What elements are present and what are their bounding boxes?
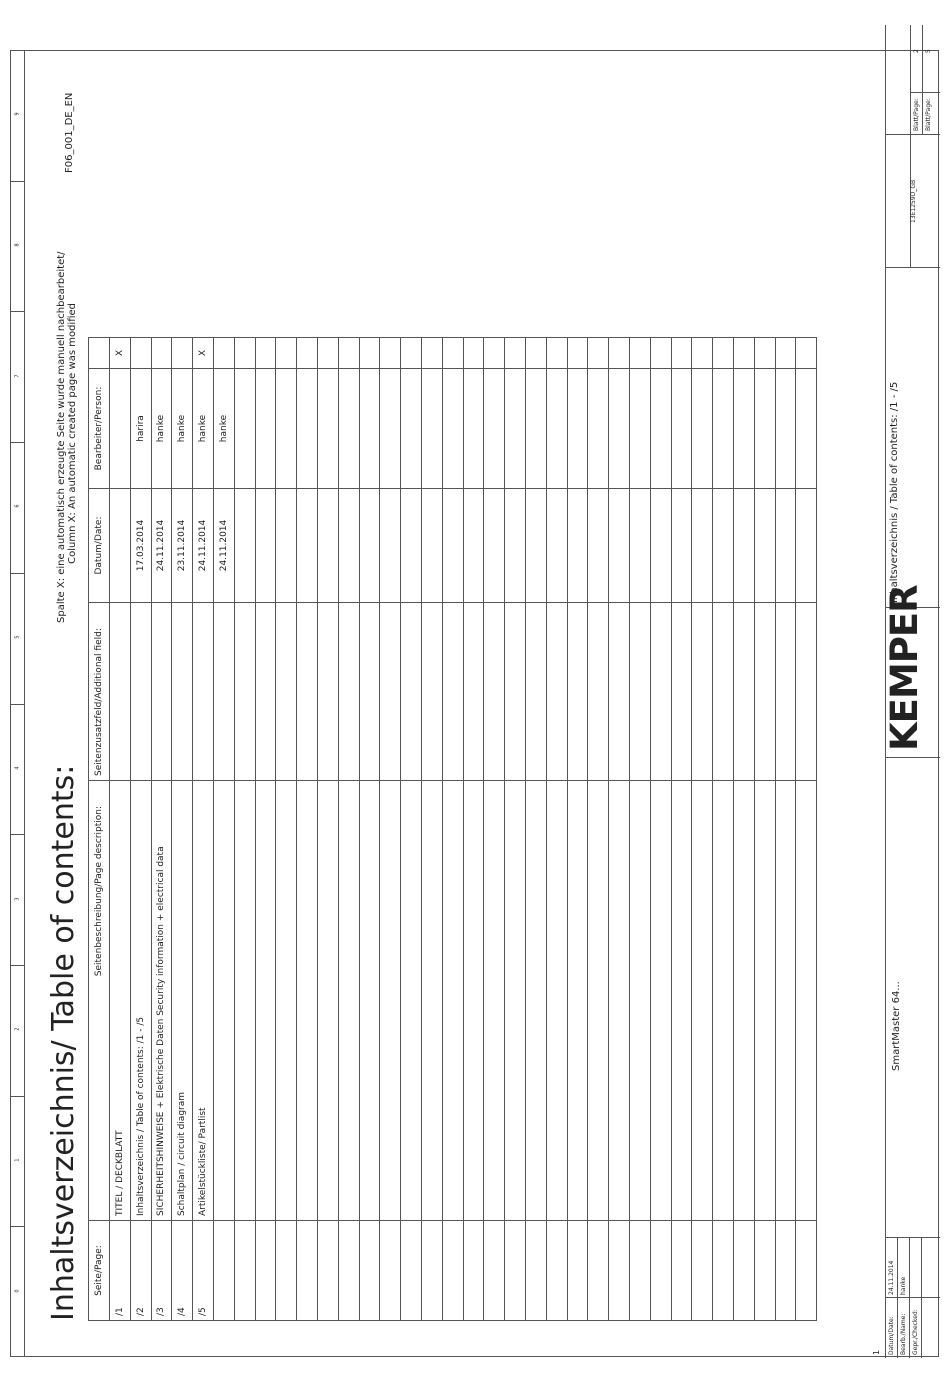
zone-number: 3 (14, 896, 21, 901)
cell-person: hanke (193, 369, 214, 489)
cell-description (421, 781, 442, 1221)
cell-x (276, 338, 297, 369)
cell-date (359, 489, 380, 603)
cell-x (733, 338, 754, 369)
cell-description: Inhaltsverzeichnis / Table of contents: /1 - /5 (130, 781, 151, 1221)
cell-additional (193, 603, 214, 781)
cell-person (692, 369, 713, 489)
toc-table (88, 337, 817, 1321)
cell-person (297, 369, 318, 489)
cell-description (588, 781, 609, 1221)
date-value: 24.11.2014 (888, 1260, 895, 1295)
cell-date (692, 489, 713, 603)
table-row-empty (609, 338, 630, 1321)
cell-x (775, 338, 796, 369)
cell-additional (567, 603, 588, 781)
cell-description (338, 781, 359, 1221)
name-label: Bearb./Name: (900, 1313, 907, 1355)
table-row-empty (255, 338, 276, 1321)
cell-x (421, 338, 442, 369)
cell-x (754, 338, 775, 369)
cell-x: X (110, 338, 131, 369)
cell-person (650, 369, 671, 489)
table-row (213, 338, 234, 1321)
cell-date (110, 489, 131, 603)
header-page: Seite/Page: (89, 1221, 110, 1321)
cell-x (255, 338, 276, 369)
cell-description (775, 781, 796, 1221)
header-description: Seitenbeschreibung/Page description: (89, 781, 110, 1221)
cell-additional (213, 603, 234, 781)
cell-page (796, 1221, 817, 1321)
cell-x (297, 338, 318, 369)
cell-additional (671, 603, 692, 781)
cell-x (442, 338, 463, 369)
note-line-de: Spalte X: eine automatisch erzeugte Seite wurde manuell nachbearbeitet/ (56, 251, 67, 623)
cell-description (401, 781, 422, 1221)
cell-description (692, 781, 713, 1221)
table-row (130, 338, 151, 1321)
cell-page (297, 1221, 318, 1321)
table-row-empty (567, 338, 588, 1321)
cell-date (255, 489, 276, 603)
cell-description (255, 781, 276, 1221)
cell-date (463, 489, 484, 603)
cell-person: hanke (213, 369, 234, 489)
cell-x (338, 338, 359, 369)
cell-additional (234, 603, 255, 781)
cell-x (567, 338, 588, 369)
header-person: Bearbeiter/Person: (89, 369, 110, 489)
cell-date (276, 489, 297, 603)
cell-description (546, 781, 567, 1221)
cell-additional (130, 603, 151, 781)
cell-person (442, 369, 463, 489)
zone-number: 0 (14, 1289, 21, 1293)
cell-page (588, 1221, 609, 1321)
table-row-empty (463, 338, 484, 1321)
cell-description: Schaltplan / circuit diagram (172, 781, 193, 1221)
cell-additional (733, 603, 754, 781)
tb-line (885, 757, 940, 758)
cell-date (671, 489, 692, 603)
cell-person (671, 369, 692, 489)
cell-additional (609, 603, 630, 781)
cell-person (338, 369, 359, 489)
cell-person (754, 369, 775, 489)
table-row-empty (338, 338, 359, 1321)
tb-line (897, 1238, 898, 1358)
cell-date (421, 489, 442, 603)
cell-additional (297, 603, 318, 781)
cell-x (234, 338, 255, 369)
cell-page: /1 (110, 1221, 131, 1321)
cell-x (401, 338, 422, 369)
cell-person (401, 369, 422, 489)
cell-person (567, 369, 588, 489)
cell-additional (255, 603, 276, 781)
cell-page (671, 1221, 692, 1321)
cell-description: Artikelstückliste/ Partlist (193, 781, 214, 1221)
cell-person (588, 369, 609, 489)
cell-person (255, 369, 276, 489)
table-row-empty (796, 338, 817, 1321)
table-row-empty (380, 338, 401, 1321)
cell-person: harira (130, 369, 151, 489)
tb-line (885, 267, 940, 268)
cell-description (713, 781, 734, 1221)
cell-person (380, 369, 401, 489)
cell-person (775, 369, 796, 489)
cell-x (588, 338, 609, 369)
cell-description (505, 781, 526, 1221)
cell-date (629, 489, 650, 603)
zone-number: 7 (14, 374, 21, 378)
zone-number: 9 (14, 112, 21, 116)
cell-x (546, 338, 567, 369)
cell-description (754, 781, 775, 1221)
cell-page (692, 1221, 713, 1321)
cell-additional (421, 603, 442, 781)
note-line-en: Column X: An automatic created page was modified (67, 303, 78, 564)
cell-date (401, 489, 422, 603)
cell-additional (317, 603, 338, 781)
cell-page: /4 (172, 1221, 193, 1321)
cell-x (525, 338, 546, 369)
cell-x (713, 338, 734, 369)
table-row-empty (650, 338, 671, 1321)
table-row (193, 338, 214, 1321)
cell-x (671, 338, 692, 369)
cell-description (297, 781, 318, 1221)
cell-additional (629, 603, 650, 781)
cell-x (151, 338, 172, 369)
cell-additional (359, 603, 380, 781)
cell-person (733, 369, 754, 489)
table-row-empty (588, 338, 609, 1321)
cell-x (130, 338, 151, 369)
cell-additional (796, 603, 817, 781)
cell-date (775, 489, 796, 603)
checked-label: Gepr./Checked: (912, 1309, 919, 1355)
cell-page (525, 1221, 546, 1321)
cell-additional (775, 603, 796, 781)
tb-line (910, 25, 911, 135)
cell-person (525, 369, 546, 489)
cell-x (484, 338, 505, 369)
cell-person (484, 369, 505, 489)
cell-date (650, 489, 671, 603)
table-row-empty (629, 338, 650, 1321)
cell-x (629, 338, 650, 369)
cell-additional (546, 603, 567, 781)
cell-description (213, 781, 234, 1221)
tb-line (885, 1237, 940, 1238)
cell-date (733, 489, 754, 603)
pages-label: Blatt/Page: (925, 98, 932, 131)
project-name: SmartMaster 64... (891, 981, 902, 1071)
cell-description (234, 781, 255, 1221)
cell-page (754, 1221, 775, 1321)
cell-description (463, 781, 484, 1221)
cell-person (713, 369, 734, 489)
table-row-empty (692, 338, 713, 1321)
cell-date (505, 489, 526, 603)
cell-page: /3 (151, 1221, 172, 1321)
table-row (110, 338, 131, 1321)
cell-x (213, 338, 234, 369)
cell-date (546, 489, 567, 603)
cell-additional (505, 603, 526, 781)
cell-date: 24.11.2014 (213, 489, 234, 603)
table-row-empty (317, 338, 338, 1321)
cell-x (692, 338, 713, 369)
cell-date (796, 489, 817, 603)
table-row-empty (421, 338, 442, 1321)
cell-page (234, 1221, 255, 1321)
cell-additional (692, 603, 713, 781)
tb-line (921, 1238, 922, 1358)
header-additional: Seitenzusatzfeld/Additional field: (89, 603, 110, 781)
cell-person (276, 369, 297, 489)
cell-page (401, 1221, 422, 1321)
cell-page (629, 1221, 650, 1321)
cell-additional (172, 603, 193, 781)
cell-person (505, 369, 526, 489)
cell-additional (401, 603, 422, 781)
cell-x (463, 338, 484, 369)
table-row-empty (359, 338, 380, 1321)
cell-description (609, 781, 630, 1221)
name-value: hanke (900, 1276, 907, 1295)
cell-page (255, 1221, 276, 1321)
table-row-empty (525, 338, 546, 1321)
header-date: Datum/Date: (89, 489, 110, 603)
tb-line (885, 1297, 940, 1298)
tb-line (885, 134, 940, 135)
cell-description (796, 781, 817, 1221)
kemper-logo: KEMPER (883, 585, 926, 751)
cell-description (733, 781, 754, 1221)
cell-page (276, 1221, 297, 1321)
cell-page (775, 1221, 796, 1321)
cell-description (629, 781, 650, 1221)
cell-x (359, 338, 380, 369)
tb-line (922, 25, 923, 135)
zone-number: 2 (14, 1027, 21, 1031)
cell-additional (151, 603, 172, 781)
cell-description: TITEL / DECKBLATT (110, 781, 131, 1221)
cell-person: hanke (172, 369, 193, 489)
cell-person (796, 369, 817, 489)
table-row-empty (484, 338, 505, 1321)
cell-additional (380, 603, 401, 781)
cell-x (650, 338, 671, 369)
cell-person (317, 369, 338, 489)
table-row-empty (733, 338, 754, 1321)
cell-description (380, 781, 401, 1221)
cell-page (338, 1221, 359, 1321)
cell-description (317, 781, 338, 1221)
cell-additional (110, 603, 131, 781)
cell-description: SICHERHEITSHINWEISE + Elektrische Daten Security information + electrical data (151, 781, 172, 1221)
date-label: Datum/Date: (888, 1316, 895, 1355)
cell-page (380, 1221, 401, 1321)
cell-page (463, 1221, 484, 1321)
cell-additional (276, 603, 297, 781)
cell-person (234, 369, 255, 489)
cell-additional (588, 603, 609, 781)
table-row-empty (713, 338, 734, 1321)
tb-line (910, 92, 940, 93)
cell-additional (525, 603, 546, 781)
cell-date (317, 489, 338, 603)
cell-person (609, 369, 630, 489)
cell-page (546, 1221, 567, 1321)
cell-person (359, 369, 380, 489)
cell-page (609, 1221, 630, 1321)
cell-date (588, 489, 609, 603)
cell-date (442, 489, 463, 603)
cell-page (505, 1221, 526, 1321)
tb-line (909, 1238, 910, 1358)
cell-x (172, 338, 193, 369)
cell-description (442, 781, 463, 1221)
revision-index: 1 (872, 1349, 881, 1355)
cell-page (567, 1221, 588, 1321)
cell-additional (442, 603, 463, 781)
table-row-empty (505, 338, 526, 1321)
table-row-empty (775, 338, 796, 1321)
cell-page: /2 (130, 1221, 151, 1321)
table-row-empty (754, 338, 775, 1321)
cell-additional (463, 603, 484, 781)
cell-page (442, 1221, 463, 1321)
cell-date (380, 489, 401, 603)
cell-page: /5 (193, 1221, 214, 1321)
cell-additional (338, 603, 359, 781)
zone-number: 6 (14, 504, 21, 509)
toc-header-row (89, 338, 110, 1321)
cell-person (546, 369, 567, 489)
cell-date (338, 489, 359, 603)
cell-x (796, 338, 817, 369)
cell-x (317, 338, 338, 369)
cell-person (421, 369, 442, 489)
table-row (172, 338, 193, 1321)
document-id: F06_001_DE_EN (64, 92, 75, 173)
cell-additional (713, 603, 734, 781)
cell-date (713, 489, 734, 603)
cell-x (609, 338, 630, 369)
cell-description (484, 781, 505, 1221)
cell-date (754, 489, 775, 603)
cell-date: 17.03.2014 (130, 489, 151, 603)
title-block-page-title: Inhaltsverzeichnis / Table of contents: /1 - /5 (889, 381, 900, 603)
cell-description (650, 781, 671, 1221)
table-row-empty (276, 338, 297, 1321)
cell-person: hanke (151, 369, 172, 489)
table-row-empty (234, 338, 255, 1321)
cell-additional (650, 603, 671, 781)
header-x (89, 338, 110, 369)
cell-date: 23.11.2014 (172, 489, 193, 603)
cell-additional (484, 603, 505, 781)
cell-person (629, 369, 650, 489)
cell-date (297, 489, 318, 603)
cell-date (609, 489, 630, 603)
table-row-empty (546, 338, 567, 1321)
cell-description (276, 781, 297, 1221)
cell-page (213, 1221, 234, 1321)
cell-date (567, 489, 588, 603)
cell-x: X (193, 338, 214, 369)
table-row-empty (297, 338, 318, 1321)
cell-person (463, 369, 484, 489)
zone-number: 8 (14, 243, 21, 247)
cell-page (484, 1221, 505, 1321)
zone-number: 4 (14, 766, 21, 770)
table-row-empty (671, 338, 692, 1321)
modification-note (56, 251, 78, 623)
cell-date (234, 489, 255, 603)
cell-date (484, 489, 505, 603)
cell-description (567, 781, 588, 1221)
cell-page (421, 1221, 442, 1321)
cell-x (505, 338, 526, 369)
cell-person (110, 369, 131, 489)
table-row-empty (442, 338, 463, 1321)
table-row-empty (401, 338, 422, 1321)
cell-additional (754, 603, 775, 781)
zone-number: 5 (14, 635, 21, 639)
cell-x (380, 338, 401, 369)
page-label: Blatt/Page: (913, 98, 920, 131)
cell-page (317, 1221, 338, 1321)
drawing-number: 13E1259D_GB (910, 179, 917, 223)
cell-date: 24.11.2014 (193, 489, 214, 603)
cell-page (733, 1221, 754, 1321)
cell-description (525, 781, 546, 1221)
cell-description (671, 781, 692, 1221)
cell-description (359, 781, 380, 1221)
cell-page (650, 1221, 671, 1321)
table-row (151, 338, 172, 1321)
page-title: Inhaltsverzeichnis/ Table of contents: (46, 764, 81, 1321)
cell-date: 24.11.2014 (151, 489, 172, 603)
zone-number: 1 (14, 1158, 21, 1162)
cell-date (525, 489, 546, 603)
cell-page (359, 1221, 380, 1321)
cell-page (713, 1221, 734, 1321)
page-value: 2 (913, 49, 920, 53)
pages-value: 5 (925, 49, 932, 53)
